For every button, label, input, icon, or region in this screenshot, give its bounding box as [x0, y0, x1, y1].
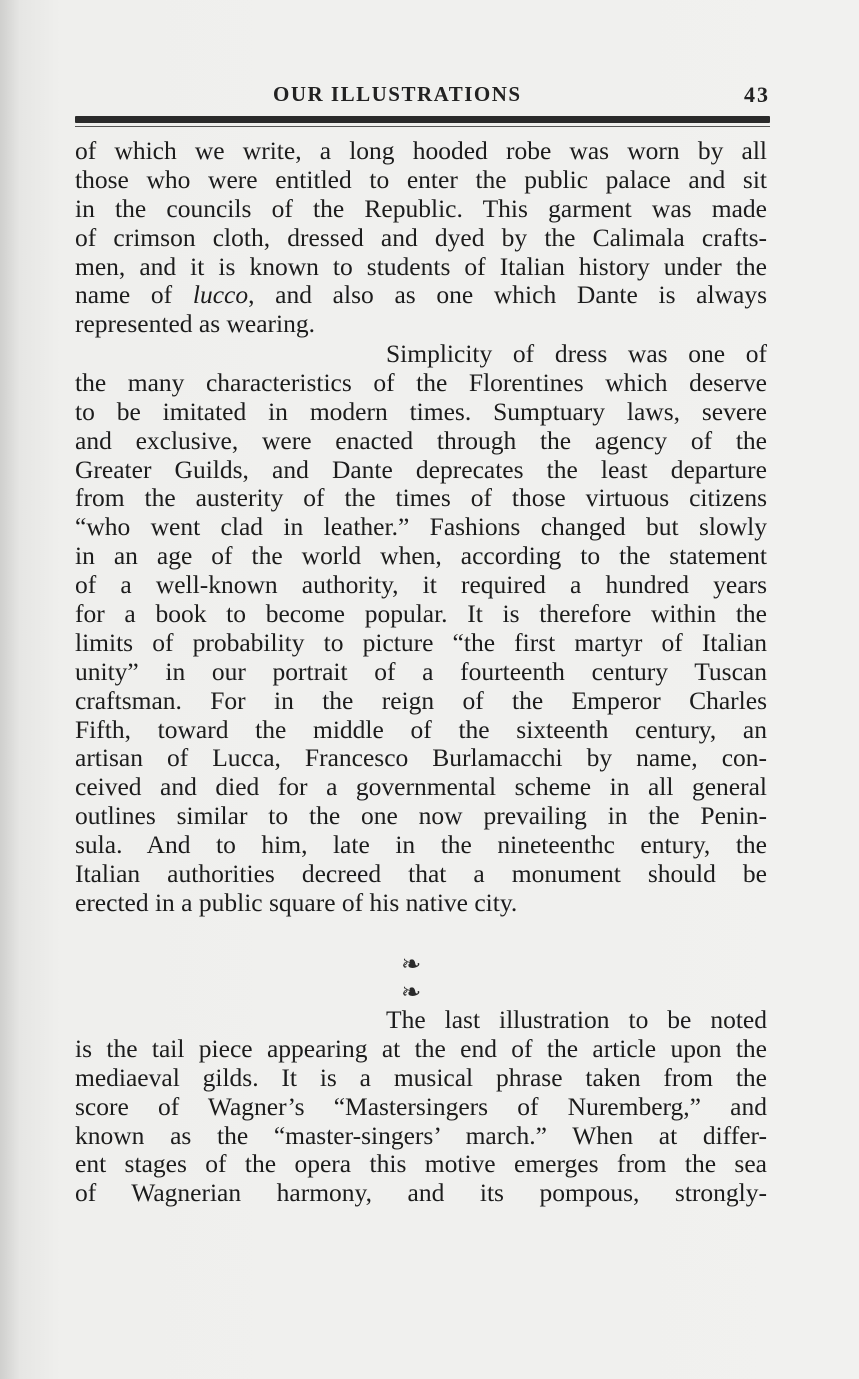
text-line: from the austerity of the times of those virtuous citizens [75, 483, 767, 513]
text-line: the many characteristics of the Florentines which deserve [75, 367, 767, 397]
text-line: is the tail piece appearing at the end of the article upon the [75, 1033, 767, 1063]
header-rule [75, 116, 770, 123]
running-head: OUR ILLUSTRATIONS [273, 82, 522, 106]
text-line: sula. And to him, late in the nineteenthc entury, the [75, 830, 767, 860]
paragraph-3 [75, 1006, 767, 1208]
text-line: in an age of the world when, according to the statement [75, 541, 767, 571]
text-line: ent stages of the opera this motive emerges from the sea [75, 1149, 767, 1179]
text-line: artisan of Lucca, Francesco Burlamacchi by name, con- [75, 743, 767, 773]
italic-term: lucco [192, 280, 249, 310]
fleuron-ornament: ❧ ❧ [400, 950, 440, 1006]
text-line: represented as wearing. [75, 309, 316, 339]
text-line: limits of probability to picture “the first martyr of Italian [75, 627, 767, 657]
text-line: The last illustration to be noted [386, 1005, 767, 1034]
header-rule-thin [75, 126, 770, 127]
text-line: score of Wagner’s “Mastersingers of Nuremberg,” and [75, 1091, 767, 1121]
text-line: of a well-known authority, it required a hundred years [75, 570, 767, 600]
text-line: craftsman. For in the reign of the Emperor Charles [75, 685, 767, 715]
text-line: erected in a public square of his native city. [75, 887, 518, 917]
text-line: name of lucco, and also as one which Dante is always [75, 280, 767, 310]
text-line: of crimson cloth, dressed and dyed by the Calimala crafts- [75, 222, 767, 252]
text-line: Italian authorities decreed that a monument should be [75, 859, 767, 889]
text-line: ceived and died for a governmental scheme in all general [75, 772, 767, 802]
paragraph-1 [75, 137, 767, 339]
text-line: of which we write, a long hooded robe was worn by all [75, 136, 767, 165]
text-line: those who were entitled to enter the public palace and sit [75, 164, 767, 194]
text-line: for a book to become popular. It is therefore within the [75, 599, 767, 629]
text-line: in the councils of the Republic. This garment was made [75, 193, 767, 223]
text-line: mediaeval gilds. It is a musical phrase taken from the [75, 1062, 767, 1092]
text-line: men, and it is known to students of Italian history under the [75, 251, 767, 281]
text-line: outlines similar to the one now prevailing in the Penin- [75, 801, 767, 831]
text-line: Fifth, toward the middle of the sixteenth century, an [75, 714, 767, 744]
text-line: Greater Guilds, and Dante deprecates the least departure [75, 454, 767, 484]
text-line: “who went clad in leather.” Fashions changed but slowly [75, 512, 767, 542]
text-line: known as the “master-singers’ march.” When at differ- [75, 1120, 767, 1150]
paragraph-2 [75, 340, 767, 918]
text-line: to be imitated in modern times. Sumptuary laws, severe [75, 396, 767, 426]
text-line: Simplicity of dress was one of [386, 339, 767, 368]
text-line: unity” in our portrait of a fourteenth century Tuscan [75, 656, 767, 686]
page-number: 43 [744, 82, 770, 107]
text-line: of Wagnerian harmony, and its pompous, strongly- [75, 1178, 767, 1208]
text-line: and exclusive, were enacted through the agency of the [75, 425, 767, 455]
page-header [75, 78, 770, 112]
